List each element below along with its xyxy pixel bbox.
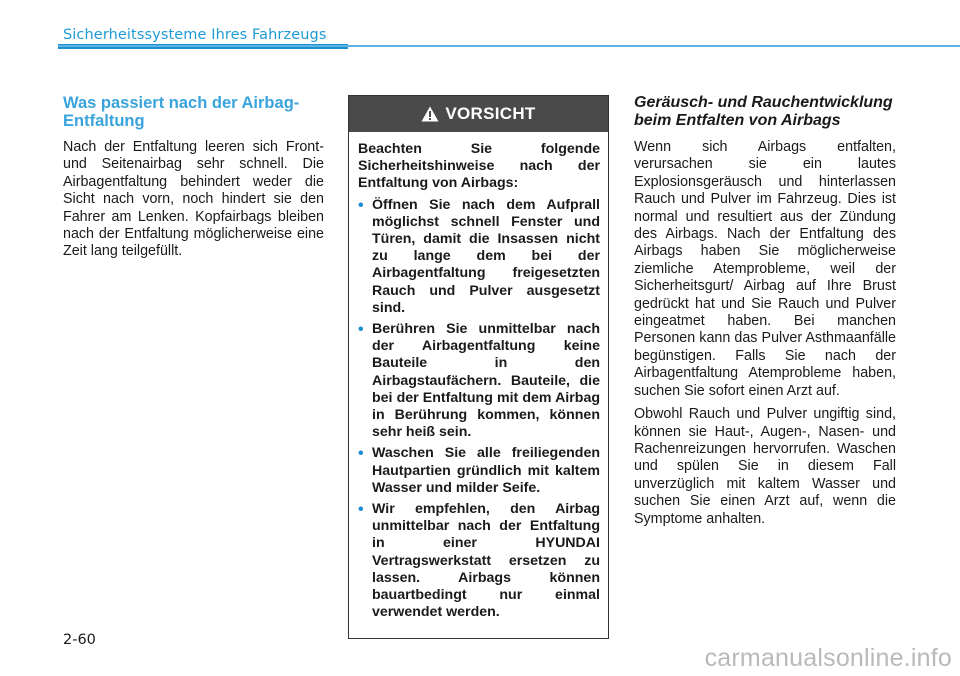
- caution-item: • Waschen Sie alle freiliegenden Hautpartien gründlich mit kaltem Wasser und milder Seife.: [358, 445, 600, 497]
- caution-item: • Berühren Sie unmittelbar nach der Airbagentfaltung keine Bauteile in den Airbagstaufächern. Bauteile, die bei der Entfaltung mit dem Airbag in Berührung kommen, können sehr heiß sein.: [358, 321, 600, 441]
- caution-intro: Beachten Sie folgende Sicherheitshinweise nach der Entfaltung von Airbags:: [358, 141, 600, 192]
- right-column: [634, 94, 896, 534]
- caution-body: [349, 132, 608, 621]
- body-paragraph: Obwohl Rauch und Pulver ungiftig sind, können sie Haut-, Augen-, Nasen- und Rachenreizungen hervorrufen. Waschen und spülen Sie in diesem Fall unverzüglich mit kaltem Wasser und suchen Sie einen Arzt auf, wenn die Symptome anhalten.: [634, 406, 896, 527]
- warning-triangle-icon: [421, 106, 439, 122]
- body-paragraph: Nach der Entfaltung leeren sich Front- und Seitenairbag sehr schnell. Die Airbagentfaltung behindert weder die Sicht nach vorn, noch hindert sie den Fahrer am Lenken. Kopfairbags bleiben nach der Entfaltung möglicherweise eine Zeit lang teilgefüllt.: [63, 139, 324, 260]
- caution-item: • Öffnen Sie nach dem Aufprall möglichst schnell Fenster und Türen, damit die Insassen nicht zu lange dem bei der Airbagentfaltung freigesetzten Rauch und Pulver ausgesetzt sind.: [358, 197, 600, 317]
- watermark: carmanualsonline.info: [704, 644, 952, 672]
- caution-list: [358, 197, 600, 622]
- left-column: [63, 94, 324, 267]
- page-number: 2-60: [63, 632, 96, 648]
- caution-box: [348, 95, 609, 639]
- caution-item: • Wir empfehlen, den Airbag unmittelbar nach der Entfaltung in einer HYUNDAI Vertragswerkstatt ersetzen zu lassen. Airbags können bauartbedingt nur einmal verwendet werden.: [358, 501, 600, 621]
- subsection-title: Geräusch- und Rauchentwicklung beim Entfalten von Airbags: [634, 94, 893, 129]
- caution-heading: VORSICHT: [445, 104, 536, 123]
- body-paragraph: Wenn sich Airbags entfalten, verursachen sie ein lautes Explosionsgeräusch und hinterlassen Rauch und Pulver im Fahrzeug. Dies ist normal und resultiert aus der Zündung des Airbags. Nach der Entfaltung des Airbags haben Sie möglicherweise ziemliche Atemprobleme, weil der Sicherheitsgurt/ Airbag auf Ihre Brust gedrückt hat und Sie Rauch und Pulver eingeatmet haben. Bei manchen Personen kann das Pulver Asthmaanfälle begünstigen. Falls Sie nach der Airbagentfaltung Atemprobleme haben, suchen Sie sofort einen Arzt auf.: [634, 139, 896, 399]
- caution-header: [349, 96, 608, 132]
- section-title: Was passiert nach der Airbag-Entfaltung: [63, 94, 300, 130]
- header-rule: [58, 45, 960, 47]
- section-header-title: Sicherheitssysteme Ihres Fahrzeugs: [63, 27, 327, 43]
